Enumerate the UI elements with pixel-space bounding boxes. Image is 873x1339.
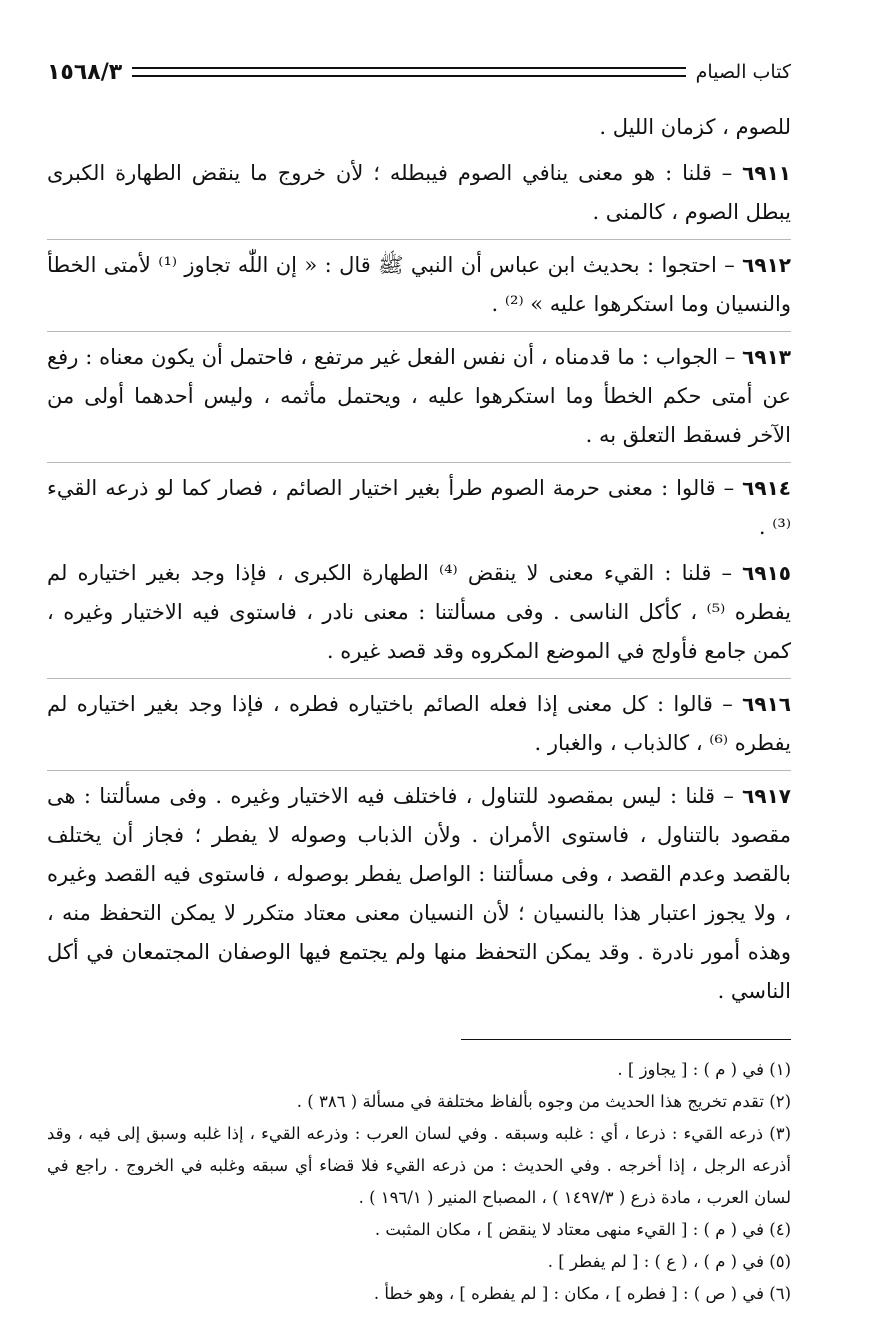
page-number: ١٥٦٨/٣ — [47, 59, 123, 85]
footnote-2: (٢) تقدم تخريج هذا الحديث من وجوه بألفاظ مختلفة في مسألة ( ٣٨٦ ) . — [296, 1092, 791, 1111]
paragraph-number: ٦٩١٤ — [742, 476, 791, 500]
footnote-6: (٦) في ( ص ) : [ فطره ] ، مكان : [ لم يفطره ] ، وهو خطأ . — [373, 1284, 791, 1303]
footnote-separator — [461, 1039, 791, 1040]
book-title: كتاب الصيام — [695, 61, 791, 83]
footnote-1: (١) في ( م ) : [ يجاوز ] . — [617, 1060, 791, 1079]
paragraph-text: للصوم ، كزمان الليل . — [599, 115, 791, 139]
paragraph-text: – قلنا : هو معنى ينافي الصوم فيبطله ؛ لأن خروج ما ينقض الطهارة الكبرى يبطل الصوم ، كالمنى . — [47, 161, 791, 224]
paragraph-number: ٦٩١٦ — [742, 692, 791, 716]
header-double-rule — [132, 67, 685, 77]
footnote-4: (٤) في ( م ) : [ القيء منهى معتاد لا ينقض ] ، مكان المثبت . — [374, 1220, 791, 1239]
paragraph-6913 — [47, 331, 791, 455]
footnotes — [47, 1054, 791, 1310]
paragraph-text: – قالوا : معنى حرمة الصوم طرأ بغير اختيار الصائم ، فصار كما لو ذرعه القيء ⁽³⁾ . — [47, 476, 791, 539]
paragraph-text: – قلنا : ليس بمقصود للتناول ، فاختلف فيه الاختيار وغيره . وفى مسألتنا : هى مقصود بالتناول ، فاستوى الأمران . ولأن الذباب وصوله لا يفطر ؛ فجاز أن يختلف بالقصد وعدم القصد ، وفى مسألتنا : الواصل يفطر بوصوله ، فاستوى فيه القصد وغيره ، ولا يجوز اعتبار هذا بالنسيان ؛ لأن النسيان معنى معتاد متكرر لا يمكن التحفظ منه ، وهذه أمور نادرة . وقد يمكن التحفظ منها ولم يجتمع فيها الوصفان المجتمعان في أكل الناسي . — [47, 784, 791, 1003]
paragraph-text: – قالوا : كل معنى إذا فعله الصائم باختياره فطره ، فإذا وجد بغير اختياره لم يفطره ⁽⁶⁾ ، كالذباب ، والغبار . — [47, 692, 791, 755]
paragraph-6915 — [47, 554, 791, 671]
footnote-3: (٣) ذرعه القيء : ذرعا ، أي : غلبه وسبقه . وفي لسان العرب : وذرعه القيء ، إذا غلبه وسبق إلى فيه ، وقد أذرعه الرجل ، إذا أخرجه . وفي الحديث : من ذرعه القيء فلا قضاء أي سبقه وغلبه في الخروج . راجع في لسان العرب ، مادة ذرع ( ١٤٩٧/٣ ) ، المصباح المنير ( ١٩٦/١ ) . — [47, 1124, 791, 1207]
paragraph-number: ٦٩١٢ — [742, 253, 791, 277]
paragraph-number: ٦٩١٣ — [742, 345, 791, 369]
paragraph-number: ٦٩١٧ — [742, 784, 791, 808]
paragraph-number: ٦٩١٥ — [742, 561, 791, 585]
paragraph-number: ٦٩١١ — [742, 161, 791, 185]
paragraph-text: – قلنا : القيء معنى لا ينقض ⁽⁴⁾ الطهارة الكبرى ، فإذا وجد بغير اختياره لم يفطره ⁽⁵⁾ ، كأكل الناسى . وفى مسألتنا : معنى نادر ، فاستوى فيه الاختيار وغيره ، كمن جامع فأولج في الموضع المكروه وقد قصد غيره . — [47, 561, 791, 663]
footnote-5: (٥) في ( م ) ، ( ع ) : [ لم يفطر ] . — [547, 1252, 791, 1271]
paragraph-6912 — [47, 239, 791, 324]
paragraph-6917 — [47, 770, 791, 1011]
paragraph-text: – احتجوا : بحديث ابن عباس أن النبي ﷺ قال : « إن اللّٰه تجاوز ⁽¹⁾ لأمتى الخطأ والنسيان وما استكرهوا عليه » ⁽²⁾ . — [47, 253, 791, 316]
paragraph-continuation — [47, 108, 791, 147]
paragraph-6916 — [47, 678, 791, 763]
paragraph-6914 — [47, 462, 791, 547]
document-page — [47, 50, 791, 1310]
main-text — [47, 108, 791, 1011]
paragraph-text: – الجواب : ما قدمناه ، أن نفس الفعل غير مرتفع ، فاحتمل أن يكون معناه : رفع عن أمتى حكم الخطأ وما استكرهوا عليه ، ويحتمل مأثمه ، وليس أحدهما أولى من الآخر فسقط التعلق به . — [47, 345, 791, 447]
page-header — [47, 50, 791, 94]
paragraph-6911 — [47, 154, 791, 232]
